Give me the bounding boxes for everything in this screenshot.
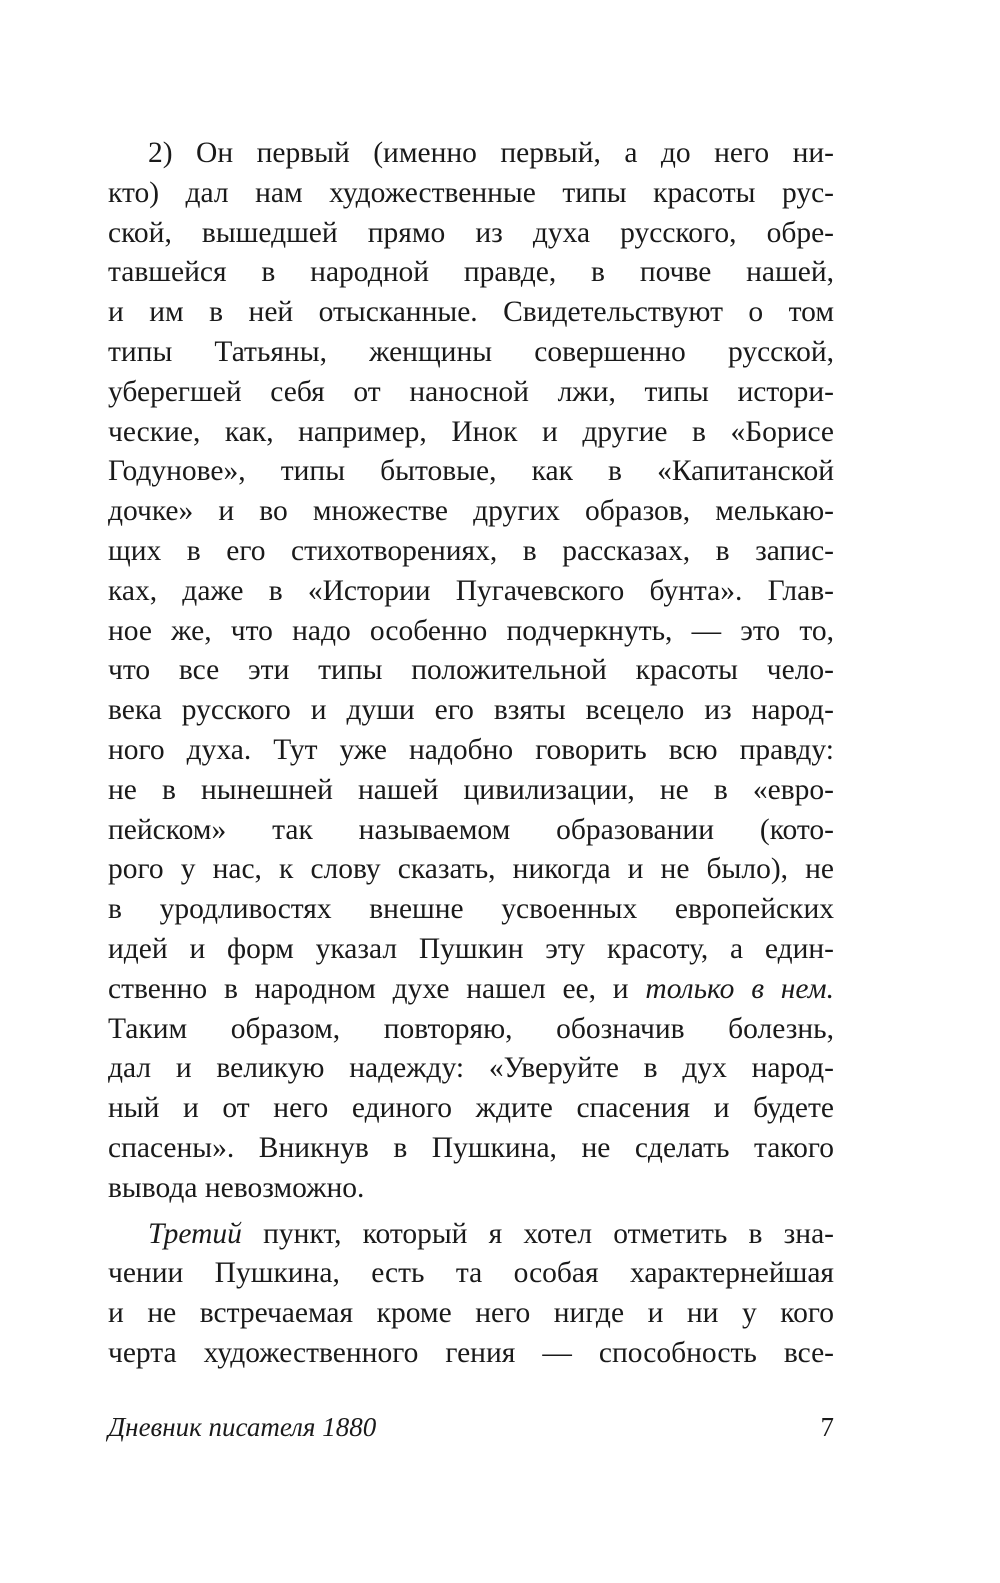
text-line: рого у нас, к слову сказать, никогда и не было), не — [108, 853, 834, 886]
text-line — [108, 970, 834, 1010]
text-line: века русского и души его взяты всецело из народ- — [108, 694, 834, 727]
text-segment: ственно в народном духе нашел ее, и — [108, 972, 646, 1005]
body-text — [108, 134, 834, 1374]
text-line: Таким образом, повторяю, обозначив болезнь, — [108, 1012, 834, 1045]
text-line: спасены». Вникнув в Пушкина, не сделать такого — [108, 1131, 834, 1164]
page-number: 7 — [820, 1412, 834, 1442]
text-line: ного духа. Тут уже надобно говорить всю правду: — [108, 733, 834, 766]
text-line: черта художественного гения — способность все- — [108, 1336, 834, 1369]
text-line — [108, 1215, 834, 1255]
text-line: и не встречаемая кроме него нигде и ни у кого — [108, 1297, 834, 1330]
text-line: 2) Он первый (именно первый, а до него ни- — [148, 137, 834, 169]
italic-emphasis: только в нем. — [645, 972, 834, 1005]
running-title: Дневник писателя 1880 — [108, 1412, 377, 1442]
text-line: пейском» так называемом образовании (кото- — [108, 813, 834, 846]
text-line: ный и от него единого ждите спасения и будете — [108, 1092, 834, 1125]
text-line: дочке» и во множестве других образов, мелькаю- — [108, 495, 834, 528]
text-line: не в нынешней нашей цивилизации, не в «евро- — [108, 773, 834, 806]
text-line: уберегшей себя от наносной лжи, типы истори- — [108, 375, 834, 408]
text-line: дал и великую надежду: «Уверуйте в дух народ- — [108, 1052, 834, 1085]
text-line: ках, даже в «Истории Пугачевского бунта». Глав- — [108, 574, 834, 607]
text-line: что все эти типы положительной красоты чело- — [108, 654, 834, 687]
italic-emphasis: Третий — [148, 1217, 242, 1250]
text-line: вывода невозможно. — [108, 1171, 365, 1204]
text-line: чении Пушкина, есть та особая характернейшая — [108, 1257, 834, 1290]
text-segment: пункт, который я хотел отметить в зна- — [241, 1217, 834, 1250]
text-line: в уродливостях внешне усвоенных европейских — [108, 893, 834, 926]
text-line: Годунове», типы бытовые, как в «Капитанской — [108, 455, 834, 488]
text-line: ской, вышедшей прямо из духа русского, обре- — [108, 216, 834, 249]
text-line: ческие, как, например, Инок и другие в «Борисе — [108, 415, 834, 448]
text-line: и им в ней отысканные. Свидетельствуют о том — [108, 296, 834, 329]
text-line: кто) дал нам художественные типы красоты рус- — [108, 176, 834, 209]
text-line: щих в его стихотворениях, в рассказах, в запис- — [108, 534, 834, 567]
text-line: тавшейся в народной правде, в почве нашей, — [108, 256, 834, 289]
text-line: ное же, что надо особенно подчеркнуть, — это то, — [108, 614, 834, 647]
text-line: идей и форм указал Пушкин эту красоту, а един- — [108, 932, 834, 965]
text-line: типы Татьяны, женщины совершенно русской, — [108, 335, 834, 368]
page-footer — [108, 1412, 834, 1448]
